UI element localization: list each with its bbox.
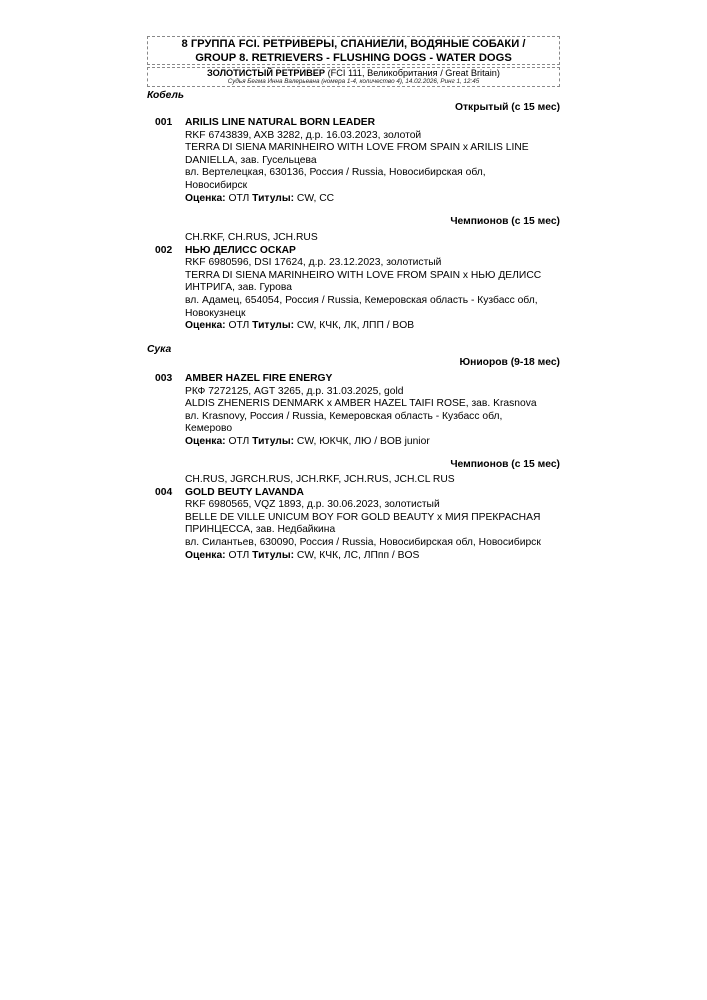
- group-title-ru: 8 ГРУППА FCI. РЕТРИВЕРЫ, СПАНИЕЛИ, ВОДЯНЫЕ СОБАКИ /: [181, 38, 526, 50]
- catalog-number: 003: [155, 373, 173, 384]
- class-heading: Юниоров (9-18 мес): [459, 357, 560, 368]
- owner-line: Кемерово: [185, 423, 233, 435]
- group-header-box: [147, 36, 560, 65]
- parents-line: ALDIS ZHENERIS DENMARK x AMBER HAZEL TAIFI ROSE, зав. Krasnova: [185, 398, 537, 410]
- owner-line: вл. Силантьев, 630090, Россия / Russia, Новосибирская обл, Новосибирск: [185, 536, 541, 548]
- dog-entry: [147, 373, 567, 449]
- grade-label: Оценка:: [185, 549, 226, 561]
- owner-line: вл. Krasnovy, Россия / Russia, Кемеровская область - Кузбасс обл,: [185, 410, 503, 422]
- grade-line: [147, 320, 567, 333]
- owner-line: вл. Адамец, 654054, Россия / Russia, Кемеровская область - Кузбасс обл,: [185, 294, 538, 306]
- grade-label: Оценка:: [185, 435, 226, 447]
- grade-value: ОТЛ: [225, 549, 253, 561]
- breed-line: [148, 68, 559, 78]
- parents-line: DANIELLA, зав. Гусельцева: [185, 154, 317, 166]
- class-heading: Чемпионов (с 15 мес): [450, 459, 560, 470]
- sex-heading-male: Кобель: [147, 90, 184, 101]
- parents-line: BELLE DE VILLE UNICUM BOY FOR GOLD BEAUTY x МИЯ ПРЕКРАСНАЯ: [185, 511, 541, 523]
- grade-label: Оценка:: [185, 192, 226, 204]
- registration-line: RKF 6980596, DSI 17624, д.р. 23.12.2023, золотистый: [185, 257, 442, 269]
- judge-line: Судья Бегма Инна Валерьевна (номера 1-4, количество 4), 14.02.2026, Ринг 1, 12:45: [227, 78, 480, 85]
- grade-line: [147, 436, 567, 449]
- sex-heading-female: Сука: [147, 344, 172, 355]
- titles-label: Титулы:: [252, 320, 295, 332]
- titles-value: CW, ЮКЧК, ЛЮ / BOB junior: [294, 435, 430, 447]
- titles-value: CW, КЧК, ЛС, ЛПпп / BOS: [294, 549, 420, 561]
- grade-value: ОТЛ: [225, 320, 253, 332]
- owner-line: вл. Вертелецкая, 630136, Россия / Russia, Новосибирская обл,: [185, 167, 486, 179]
- registration-line: RKF 6980565, VQZ 1893, д.р. 30.06.2023, золотистый: [185, 499, 440, 511]
- grade-value: ОТЛ: [225, 192, 253, 204]
- parents-line: ПРИНЦЕССА, зав. Недбайкина: [185, 524, 336, 536]
- breed-name: ЗОЛОТИСТЫЙ РЕТРИВЕР: [207, 68, 326, 78]
- dog-entry: [147, 474, 567, 562]
- grade-line: [147, 550, 567, 563]
- parents-line: TERRA DI SIENA MARINHEIRO WITH LOVE FROM SPAIN x ARILIS LINE: [185, 142, 529, 154]
- breed-info: (FCI 111, Великобритания / Great Britain): [325, 68, 500, 78]
- titles-label: Титулы:: [252, 435, 295, 447]
- parents-line: ИНТРИГА, зав. Гурова: [185, 282, 292, 294]
- owner-line: Новокузнецк: [185, 307, 246, 319]
- dog-name: AMBER HAZEL FIRE ENERGY: [185, 373, 333, 384]
- titles-value: CW, КЧК, ЛК, ЛПП / BOB: [294, 320, 415, 332]
- catalog-number: 002: [155, 244, 173, 256]
- dog-entry: [147, 232, 567, 333]
- breed-header-box: [147, 67, 560, 87]
- catalog-number: 001: [155, 117, 173, 128]
- prior-titles-line: CH.RUS, JGRCH.RUS, JCH.RKF, JCH.RUS, JCH.CL RUS: [185, 474, 455, 485]
- grade-label: Оценка:: [185, 320, 226, 332]
- class-heading: Чемпионов (с 15 мес): [450, 216, 560, 227]
- owner-line: Новосибирск: [185, 179, 248, 191]
- group-title-en: GROUP 8. RETRIEVERS - FLUSHING DOGS - WATER DOGS: [195, 51, 512, 64]
- dog-entry: [147, 117, 567, 205]
- dog-name: НЬЮ ДЕЛИСС ОСКАР: [185, 244, 296, 256]
- dog-name: GOLD BEUTY LAVANDA: [185, 486, 304, 498]
- titles-label: Титулы:: [252, 192, 295, 204]
- grade-line: [147, 193, 567, 206]
- parents-line: TERRA DI SIENA MARINHEIRO WITH LOVE FROM SPAIN x НЬЮ ДЕЛИСС: [185, 269, 542, 281]
- dog-name: ARILIS LINE NATURAL BORN LEADER: [185, 117, 376, 128]
- registration-line: RKF 6743839, AXB 3282, д.р. 16.03.2023, золотой: [185, 129, 422, 141]
- prior-titles-line: CH.RKF, CH.RUS, JCH.RUS: [185, 232, 318, 243]
- class-heading: Открытый (с 15 мес): [454, 102, 560, 113]
- registration-line: РКФ 7272125, AGT 3265, д.р. 31.03.2025, gold: [185, 385, 404, 397]
- catalog-number: 004: [155, 486, 173, 498]
- grade-value: ОТЛ: [225, 435, 253, 447]
- titles-value: CW, CC: [294, 192, 335, 204]
- titles-label: Титулы:: [252, 549, 295, 561]
